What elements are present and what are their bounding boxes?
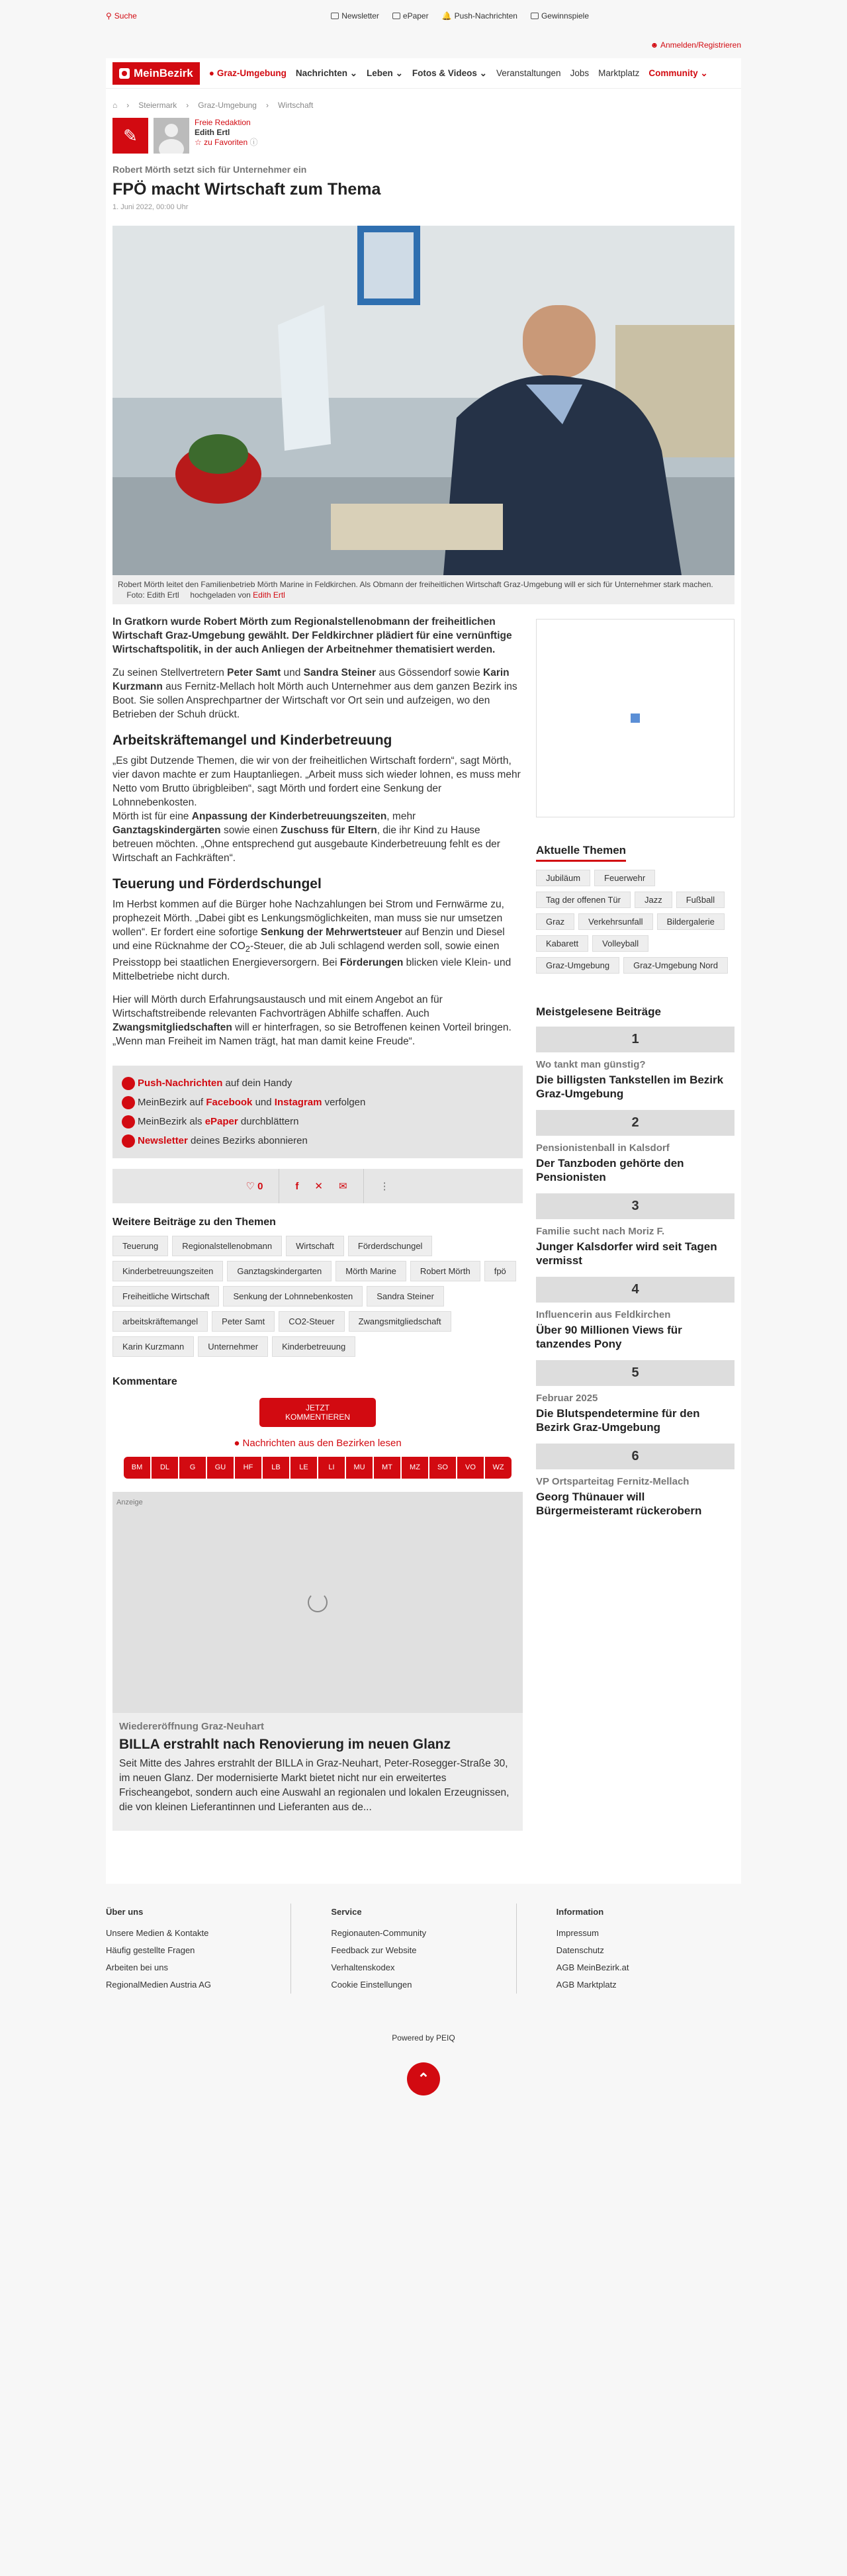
region-button[interactable]: MU bbox=[346, 1457, 373, 1479]
redaktion-badge-icon: ✎ bbox=[112, 118, 148, 154]
topic-tag[interactable]: Jazz bbox=[635, 892, 672, 908]
info-icon[interactable]: ⓘ bbox=[249, 138, 258, 147]
epaper-link[interactable]: ePaper bbox=[392, 11, 429, 21]
nav-nachrichten[interactable]: Nachrichten ⌄ bbox=[295, 68, 358, 78]
tag-link[interactable]: fpö bbox=[484, 1261, 516, 1281]
popular-title: Der Tanzboden gehörte den Pensionisten bbox=[536, 1157, 684, 1183]
user-icon: ☻ bbox=[650, 40, 660, 50]
popular-title: Über 90 Millionen Views für tanzendes Pony bbox=[536, 1324, 682, 1350]
topic-tag[interactable]: Bildergalerie bbox=[657, 913, 725, 930]
newsletter-link[interactable]: Newsletter bbox=[331, 11, 379, 21]
regions-link[interactable]: ● Nachrichten aus den Bezirken lesen bbox=[234, 1438, 402, 1449]
scroll-top-button[interactable] bbox=[407, 2062, 440, 2095]
popular-item[interactable] bbox=[536, 1277, 735, 1351]
nav-community[interactable]: Community ⌄ bbox=[648, 68, 708, 78]
region-button[interactable]: LB bbox=[263, 1457, 289, 1479]
popular-title: Die billigsten Tankstellen im Bezirk Graz-Umgebung bbox=[536, 1074, 724, 1100]
tag-link[interactable]: CO2-Steuer bbox=[279, 1311, 344, 1332]
facebook-icon[interactable]: f bbox=[295, 1180, 299, 1192]
topic-tag[interactable]: Volleyball bbox=[592, 935, 648, 952]
article-lead: In Gratkorn wurde Robert Mörth zum Regionalstellenobmann der freiheitlichen Wirtschaft Graz-Umgebung gewählt. Der Feldkirchner plädiert für eine vernünftige Wirtschaftspolitik, in der auch Anliegen der Arbeitnehmer thematisiert werden. bbox=[112, 616, 512, 655]
phone-icon bbox=[122, 1077, 135, 1090]
article-date: 1. Juni 2022, 00:00 Uhr bbox=[112, 203, 189, 211]
tag-link[interactable]: Regionalstellenobmann bbox=[172, 1236, 282, 1256]
ad-slot: Anzeige bbox=[112, 1492, 523, 1713]
footer-link[interactable]: Datenschutz bbox=[556, 1945, 604, 1956]
nav-fotos-videos[interactable]: Fotos & Videos ⌄ bbox=[412, 68, 487, 78]
footer-information: Information Impressum Datenschutz AGB MeinBezirk.at AGB Marktplatz bbox=[517, 1904, 741, 1994]
popular-item[interactable] bbox=[536, 1027, 735, 1101]
topics-list bbox=[536, 870, 735, 979]
tag-link[interactable]: Kinderbetreuung bbox=[272, 1336, 355, 1357]
breadcrumb-graz-umgebung[interactable]: Graz-Umgebung bbox=[198, 101, 257, 110]
popular-kicker: Familie sucht nach Moriz F. bbox=[536, 1226, 665, 1237]
footer-link[interactable]: Verhaltenskodex bbox=[331, 1962, 395, 1973]
gift-icon bbox=[531, 13, 539, 19]
tag-link[interactable]: Kinderbetreuungszeiten bbox=[112, 1261, 223, 1281]
footer-service: Service Regionauten-Community Feedback zur Website Verhaltenskodex Cookie Einstellungen bbox=[291, 1904, 516, 1994]
article-title: FPÖ macht Wirtschaft zum Thema bbox=[112, 180, 381, 199]
footer-link[interactable]: Unsere Medien & Kontakte bbox=[106, 1928, 209, 1939]
tag-link[interactable]: Ganztagskindergarten bbox=[227, 1261, 332, 1281]
article-kicker: Robert Mörth setzt sich für Unternehmer ein bbox=[112, 164, 307, 175]
topic-tag[interactable]: Fußball bbox=[676, 892, 725, 908]
epaper-icon bbox=[122, 1115, 135, 1128]
heart-icon: ♡ bbox=[245, 1180, 255, 1192]
tag-link[interactable]: Wirtschaft bbox=[286, 1236, 344, 1256]
author-role: Freie Redaktion bbox=[195, 118, 251, 127]
topic-tag[interactable]: Graz-Umgebung Nord bbox=[623, 957, 728, 974]
region-button[interactable]: LI bbox=[318, 1457, 345, 1479]
double-chevron-up-icon: ⌃ bbox=[417, 2070, 430, 2088]
x-icon[interactable]: ✕ bbox=[314, 1180, 323, 1192]
region-button[interactable]: WZ bbox=[485, 1457, 512, 1479]
chevron-down-icon: ⌄ bbox=[395, 68, 403, 78]
section-heading: Arbeitskräftemangel und Kinderbetreuung bbox=[112, 733, 392, 748]
push-line[interactable]: Push-Nachrichten auf dein Handy bbox=[122, 1074, 513, 1093]
footer-link[interactable]: Cookie Einstellungen bbox=[331, 1980, 412, 1990]
footer-link[interactable]: Arbeiten bei uns bbox=[106, 1962, 168, 1973]
nav-leben[interactable]: Leben ⌄ bbox=[367, 68, 403, 78]
region-button[interactable]: G bbox=[179, 1457, 206, 1479]
popular-rank: 3 bbox=[536, 1193, 735, 1219]
region-buttons bbox=[112, 1457, 523, 1479]
nav-marktplatz[interactable]: Marktplatz bbox=[598, 68, 640, 78]
author-name[interactable]: Edith Ertl bbox=[195, 128, 230, 137]
breadcrumb: ⌂ › Steiermark › Graz-Umgebung › Wirtschaft bbox=[112, 101, 314, 110]
paragraph: Hier will Mörth durch Erfahrungsaustausch und mit einem Angebot an für Wirtschaftstreibende relevanten Fachvorträgen Abhilfe schaffen. Auch Zwangsmitgliedschaften will er hinterfragen, so sie Betroffenen keinen Vorteil bringen. „Wenn man Freiheit im Namen trägt, hat man damit keine Freude“. bbox=[112, 994, 512, 1048]
chevron-down-icon: ⌄ bbox=[700, 68, 708, 78]
push-box bbox=[112, 1066, 523, 1158]
avatar[interactable] bbox=[154, 118, 189, 154]
footer-link[interactable]: Regionauten-Community bbox=[331, 1928, 427, 1939]
bell-icon: 🔔 bbox=[441, 11, 452, 21]
location-pin-icon: ● bbox=[234, 1438, 243, 1449]
tag-link[interactable]: Zwangsmitgliedschaft bbox=[349, 1311, 451, 1332]
tag-link[interactable]: Peter Samt bbox=[212, 1311, 275, 1332]
breadcrumb-wirtschaft[interactable]: Wirtschaft bbox=[277, 101, 314, 110]
popular-title: Meistgelesene Beiträge bbox=[536, 1005, 661, 1018]
loading-spinner-icon bbox=[308, 1592, 328, 1612]
region-button[interactable]: MZ bbox=[402, 1457, 428, 1479]
author-box bbox=[112, 118, 735, 154]
footer-about: Über uns Unsere Medien & Kontakte Häufig gestellte Fragen Arbeiten bei uns RegionalMedien Austria AG bbox=[106, 1904, 291, 1994]
topic-tag[interactable]: Kabarett bbox=[536, 935, 588, 952]
main-content bbox=[106, 89, 741, 1884]
popular-kicker: Wo tankt man günstig? bbox=[536, 1059, 646, 1070]
sidebar bbox=[536, 615, 735, 1831]
article-body bbox=[112, 615, 523, 1831]
article-image[interactable] bbox=[112, 226, 735, 575]
social-line[interactable]: MeinBezirk auf Facebook und Instagram verfolgen bbox=[122, 1093, 513, 1112]
hero-photo bbox=[112, 226, 735, 575]
tag-link[interactable]: Sandra Steiner bbox=[367, 1286, 444, 1307]
tag-list bbox=[112, 1236, 523, 1361]
popular-item[interactable] bbox=[536, 1193, 735, 1267]
like-button[interactable]: ♡ 0 bbox=[245, 1180, 263, 1192]
region-button[interactable]: LE bbox=[290, 1457, 317, 1479]
tag-link[interactable]: Unternehmer bbox=[198, 1336, 268, 1357]
footer-link[interactable]: Häufig gestellte Fragen bbox=[106, 1945, 195, 1956]
topic-tag[interactable]: Graz-Umgebung bbox=[536, 957, 619, 974]
newspaper-icon bbox=[392, 13, 400, 19]
region-button[interactable]: BM bbox=[124, 1457, 150, 1479]
popular-rank: 1 bbox=[536, 1027, 735, 1052]
mail-icon bbox=[331, 13, 339, 19]
share-bar bbox=[112, 1169, 523, 1203]
tag-link[interactable]: Robert Mörth bbox=[410, 1261, 480, 1281]
popular-rank: 5 bbox=[536, 1360, 735, 1386]
home-icon[interactable]: ⌂ bbox=[112, 101, 118, 110]
breadcrumb-steiermark[interactable]: Steiermark bbox=[138, 101, 177, 110]
newsletter-line[interactable]: Newsletter deines Bezirks abonnieren bbox=[122, 1131, 513, 1150]
top-links bbox=[331, 11, 589, 21]
popular-kicker: Pensionistenball in Kalsdorf bbox=[536, 1142, 670, 1154]
search-link[interactable]: ⚲ Suche bbox=[106, 11, 137, 21]
topic-tag[interactable]: Feuerwehr bbox=[594, 870, 655, 886]
popular-rank: 2 bbox=[536, 1110, 735, 1136]
tag-link[interactable]: Teuerung bbox=[112, 1236, 168, 1256]
region-button[interactable]: SO bbox=[429, 1457, 456, 1479]
footer-link[interactable]: AGB Marktplatz bbox=[556, 1980, 617, 1990]
comments-title: Kommentare bbox=[112, 1376, 177, 1388]
favorite-button[interactable]: ☆ zu Favoriten ⓘ bbox=[195, 138, 258, 147]
comment-button[interactable]: JETZT KOMMENTIEREN bbox=[259, 1398, 376, 1427]
uploader-link[interactable]: Edith Ertl bbox=[253, 590, 285, 600]
topic-tag[interactable]: Graz bbox=[536, 913, 574, 930]
tags-title: Weitere Beiträge zu den Themen bbox=[112, 1217, 276, 1228]
chevron-down-icon: ⌄ bbox=[479, 68, 487, 78]
nav-jobs[interactable]: Jobs bbox=[570, 68, 590, 78]
popular-item[interactable] bbox=[536, 1444, 735, 1518]
tag-link[interactable]: Karin Kurzmann bbox=[112, 1336, 194, 1357]
popular-rank: 4 bbox=[536, 1277, 735, 1303]
top-bar bbox=[106, 0, 741, 32]
push-link[interactable]: 🔔 Push-Nachrichten bbox=[441, 11, 517, 21]
tag-link[interactable]: arbeitskräftemangel bbox=[112, 1311, 208, 1332]
facebook-icon bbox=[122, 1096, 135, 1109]
paragraph: Zu seinen Stellvertretern Peter Samt und Sandra Steiner aus Gössendorf sowie Karin Kurzmann aus Fernitz-Mellach holt Mörth auch Unternehmer aus dem ganzen Bezirk ins Boot. Sie sollen Ansprechpartner der Wirtschaft vor Ort sein und aufzeigen, wo den Betrieben der Schuh drückt. bbox=[112, 667, 517, 720]
topics-title: Aktuelle Themen bbox=[536, 844, 626, 862]
login-row bbox=[106, 32, 741, 58]
ad-placeholder-icon bbox=[631, 713, 640, 723]
region-button[interactable]: VO bbox=[457, 1457, 484, 1479]
teaser-article[interactable]: Wiedereröffnung Graz-Neuhart BILLA erstrahlt nach Renovierung im neuen Glanz Seit Mitte des Jahres erstrahlt der BILLA in Graz-Neuhart, Peter-Rosegger-Straße 30, im neuen Glanz. Der modernisierte Markt bietet nicht nur ein erweitertes Frischeangebot, sondern auch eine Auswahl an regionalen und lokalen Erzeugnissen, die von kleinen Lieferantinnen und Lieferanten aus de... bbox=[112, 1713, 523, 1831]
popular-kicker: Februar 2025 bbox=[536, 1393, 598, 1404]
region-button[interactable]: GU bbox=[207, 1457, 234, 1479]
topic-tag[interactable]: Verkehrsunfall bbox=[578, 913, 652, 930]
paragraph: „Es gibt Dutzende Themen, die wir von der freiheitlichen Wirtschaft fordern“, sagt Mörth, vier davon machte er zum Hauptanliegen. „Arbeit muss sich wieder lohnen, es muss mehr Netto vom Brutto übrigbleiben“, sagt Mörth und fordert eine Senkung der Lohnnebenkosten. Mörth ist für eine Anpassung der Kinderbetreuungszeiten, mehr Ganztagskindergärten sowie einen Zuschuss für Eltern, die ihr Kind zu Hause betreuen möchten. „Ohne entsprechend gut ausgebaute Kinderbetreuung fehlt es der Wirtschaft an Fachkräften“. bbox=[112, 755, 521, 864]
star-icon: ☆ bbox=[195, 138, 204, 147]
powered-by: Powered by PEIQ bbox=[392, 2033, 455, 2043]
mail-icon[interactable]: ✉ bbox=[338, 1180, 347, 1192]
popular-list bbox=[536, 1027, 735, 1518]
gewinnspiele-link[interactable]: Gewinnspiele bbox=[531, 11, 589, 21]
footer-link[interactable]: RegionalMedien Austria AG bbox=[106, 1980, 211, 1990]
popular-item[interactable] bbox=[536, 1360, 735, 1434]
tag-link[interactable]: Förderdschungel bbox=[348, 1236, 433, 1256]
popular-title: Die Blutspendetermine für den Bezirk Graz-Umgebung bbox=[536, 1407, 700, 1434]
sidebar-ad bbox=[536, 619, 735, 817]
location-pin-icon: ● bbox=[208, 68, 214, 78]
region-button[interactable]: HF bbox=[235, 1457, 261, 1479]
section-heading: Teuerung und Förderdschungel bbox=[112, 876, 322, 892]
footer-link[interactable]: Impressum bbox=[556, 1928, 599, 1939]
login-link[interactable]: ☻ Anmelden/Registrieren bbox=[650, 40, 741, 50]
footer-link[interactable]: AGB MeinBezirk.at bbox=[556, 1962, 629, 1973]
tag-link[interactable]: Mörth Marine bbox=[335, 1261, 406, 1281]
site-logo[interactable]: MeinBezirk bbox=[112, 62, 200, 85]
region-button[interactable]: MT bbox=[374, 1457, 400, 1479]
chevron-down-icon: ⌄ bbox=[349, 68, 358, 78]
tag-link[interactable]: Freiheitliche Wirtschaft bbox=[112, 1286, 219, 1307]
region-button[interactable]: DL bbox=[152, 1457, 178, 1479]
nav-veranstaltungen[interactable]: Veranstaltungen bbox=[496, 68, 561, 78]
popular-title: Junger Kalsdorfer wird seit Tagen vermisst bbox=[536, 1240, 717, 1267]
popular-item[interactable] bbox=[536, 1110, 735, 1184]
popular-title: Georg Thünauer will Bürgermeisteramt rückerobern bbox=[536, 1491, 702, 1517]
epaper-line[interactable]: MeinBezirk als ePaper durchblättern bbox=[122, 1112, 513, 1131]
image-caption: Robert Mörth leitet den Familienbetrieb Mörth Marine in Feldkirchen. Als Obmann der freiheitlichen Wirtschaft Graz-Umgebung will er sich für Unternehmer stark machen. Foto: Edith Ertl hochgeladen von Edith Ertl bbox=[112, 575, 735, 604]
popular-kicker: Influencerin aus Feldkirchen bbox=[536, 1309, 671, 1320]
footer bbox=[106, 1904, 741, 1994]
topic-tag[interactable]: Tag der offenen Tür bbox=[536, 892, 631, 908]
footer-link[interactable]: Feedback zur Website bbox=[331, 1945, 417, 1956]
search-icon: ⚲ bbox=[106, 11, 112, 21]
popular-kicker: VP Ortsparteitag Fernitz-Mellach bbox=[536, 1476, 690, 1487]
more-icon[interactable]: ⋮ bbox=[379, 1180, 390, 1192]
region-selector[interactable]: ● Graz-Umgebung bbox=[208, 68, 287, 78]
logo-icon bbox=[119, 68, 130, 79]
topic-tag[interactable]: Jubiläum bbox=[536, 870, 590, 886]
popular-rank: 6 bbox=[536, 1444, 735, 1469]
newsletter-icon bbox=[122, 1134, 135, 1148]
tag-link[interactable]: Senkung der Lohnnebenkosten bbox=[223, 1286, 363, 1307]
paragraph: Im Herbst kommen auf die Bürger hohe Nachzahlungen bei Strom und Fernwärme zu, prophezeit Mörth. „Dabei gibt es Lenkungsmöglichkeiten, man muss sie nur umsetzen wollen“. Er fordert eine sofortige Senkung der Mehrwertsteuer auf Benzin und Diesel und eine Rücknahme der $CO_2$-Steuer, die ab Juli schlagend werden soll, sowie einen Preisstopp bei staatlichen Energieversorgern. Bei Förderungen blicken viele Klein- und Mittelbetriebe nicht durch. bbox=[112, 899, 512, 983]
main-nav bbox=[106, 58, 741, 89]
